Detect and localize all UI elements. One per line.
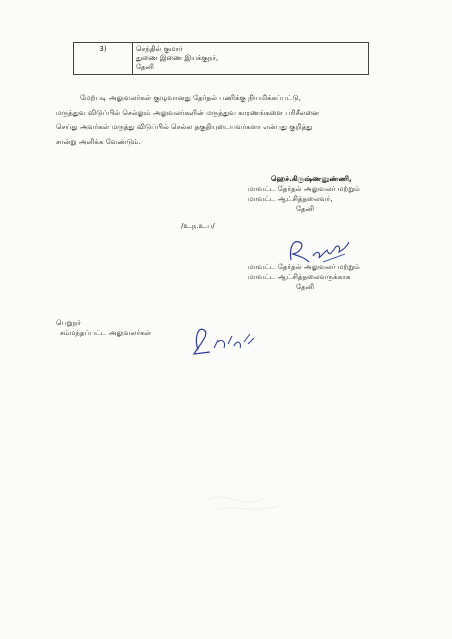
faint-bleedthrough-mark	[204, 480, 284, 520]
body-paragraph	[56, 91, 396, 149]
paragraph-line: மருத்துவ விடுப்பில் செல்லும் அலுவலர்களின் மருத்துவ காரணங்களை பரிசீலனை	[56, 107, 320, 117]
paragraph-line: செய்து அவர்கள் மருத்து விடுப்பில் செல்ல தகுதியுடையவர்களா என்பது குறித்து	[56, 122, 313, 132]
signatory-name: ஹெச்.கிருஷ்ணனுண்ணி,	[271, 174, 352, 183]
officer-details	[133, 43, 369, 75]
row-number: 3)	[74, 43, 133, 75]
officer-name: செந்தில் குமார்	[136, 45, 183, 53]
signatory-title: மாவட்ட தேர்தல் அலுவலர் மற்றும்	[248, 184, 360, 193]
paragraph-line: சான்று அளிக்க வேண்டும்.	[56, 136, 141, 146]
signatory-title: மாவட்ட ஆட்சித்தலைவர்,	[248, 194, 333, 203]
table-row	[74, 43, 369, 75]
officer-place: தேனி	[136, 63, 154, 71]
reference-code: /உ.ந.உ.ப/	[181, 222, 215, 230]
for-signature-block	[248, 262, 360, 292]
for-signatory-title: மாவட்ட தேர்தல் அலுவலர் மற்றும்	[248, 262, 360, 271]
for-signatory-title: மாவட்ட ஆட்சித்தலைவருக்காக	[248, 272, 351, 281]
officer-table	[73, 42, 369, 75]
recipients-value: சம்மந்தப்பட்ட அலுவலர்கள்	[60, 328, 152, 337]
signature-block	[248, 174, 360, 214]
handwritten-initials	[188, 320, 260, 360]
officer-designation: துணை இணை இயக்குநர்,	[136, 54, 219, 62]
for-signatory-place: தேனி	[296, 282, 315, 291]
recipients-label: பெறுநர்	[56, 318, 81, 327]
signatory-place: தேனி	[296, 204, 315, 213]
recipients-block	[56, 318, 151, 338]
paragraph-line: மேற்படி அலுவலர்கள் குழுவானது தேர்தல் பணிக்கு நியமிக்கப்பட்டு,	[80, 93, 301, 102]
